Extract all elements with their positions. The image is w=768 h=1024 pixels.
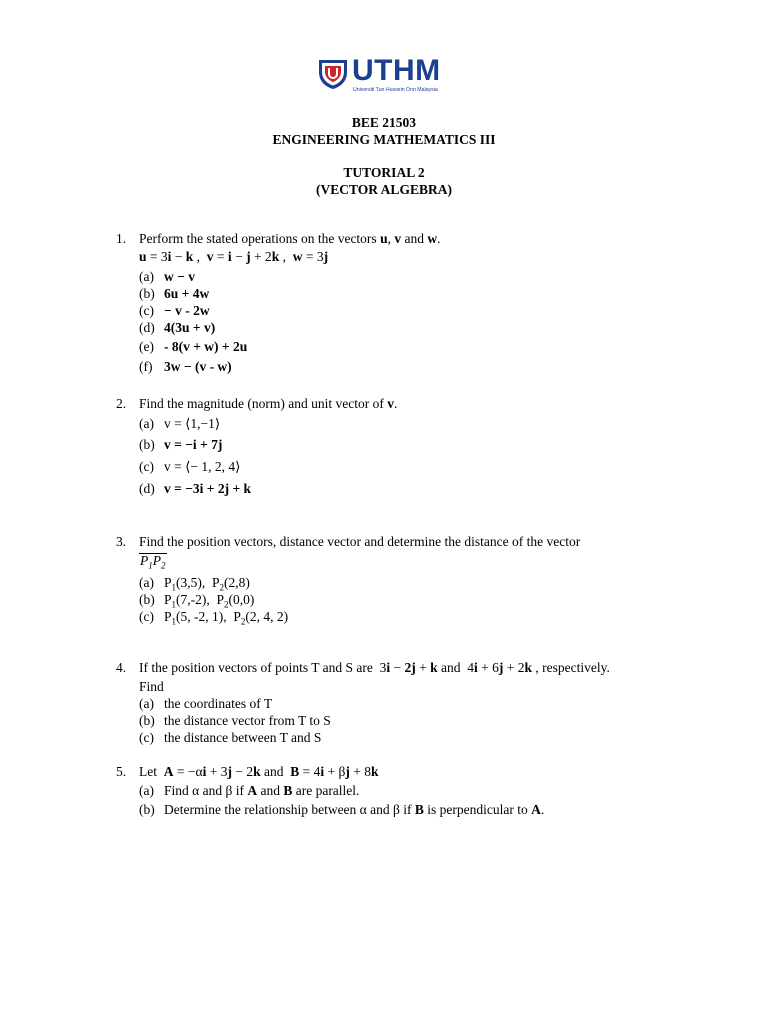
q1-item-c: (c) − v - 2w [139, 303, 210, 318]
q1-item-f: (f) 3w − (v - w) [139, 359, 232, 374]
q1-item-d: (d) 4(3u + v) [139, 320, 216, 335]
q3-item-a: (a) $P_1(3,5)$, $P_2(2,8)$ [139, 575, 250, 593]
question-1-given: u = 3i − k , v = i − j + 2k , w = 3j [139, 249, 329, 264]
q2-item-a: (a) v = ⟨1,−1⟩ [139, 416, 221, 431]
logo-subtitle: Universiti Tun Hussein Onn Malaysia [353, 87, 438, 93]
q2-item-c: (c) v = ⟨− 1, 2, 4⟩ [139, 459, 241, 474]
question-number: 1. [116, 231, 127, 246]
question-text: Perform the stated operations on the vectors u, v and w. [139, 231, 441, 246]
q4-item-c: (c) the distance between T and S [139, 730, 322, 745]
q5-item-b: (b) Determine the relationship between α and β if B is perpendicular to A. [139, 802, 545, 817]
q5-item-a: (a) Find α and β if A and B are parallel. [139, 783, 360, 798]
q2-item-b: (b) v = −i + 7j [139, 437, 223, 452]
uthm-shield-icon [318, 58, 348, 90]
q3-item-b: (b) $P_1(7,-2)$, $P_2(0,0)$ [139, 592, 255, 610]
question-4-find: Find [139, 679, 164, 694]
q1-item-b: (b) 6u + 4w [139, 286, 210, 301]
tutorial-page: UTHM Universiti Tun Hussein Onn Malaysia BEE 21503 ENGINEERING MATHEMATICS III TUTORIAL 2 (VECTOR ALGEBRA) 1. Perform the stated operations on the vectors u, v and w. u = 3i − k , v = i − j + 2k , w = 3j (a) w − v (b) 6u + 4w (c) − v - 2w (d) 4(3u + v) (e) - 8(v + w) + 2u (f) 3w − (v - w) 2. Find the magnitude (norm) and unit vector of v. (a) v = ⟨1,−1⟩ (b) v = −i + 7j (c) v = ⟨− 1, 2, 4⟩ (d) v = −3i + 2j + k 3. Find the position vectors, distance vector and determine the distance of the vector $P_1P_2$ (a) $P_1(3,5)$, $P_2(2,8)$ (b) $P_1(7,-2)$, $P_2(0,0)$ (c) $P_1(5$, -2, 1), $P_2(2$, 4, 2) 4. If the position vectors of points T and S are 3i − 2j + k and 4i + 6j + 2k , respectively. Find (a) the coordinates of T (b) the distance vector from T to S (c) the distance between T and S 5. Let A = −αi + 3j − 2k and B = 4i + βj + 8k (a) Find α and β if A and B are parallel. (b) Determine the relationship between α and β if B is perpendicular to A. [0, 0, 768, 1024]
uthm-logo [318, 56, 454, 100]
tutorial-topic: (VECTOR ALGEBRA) [316, 182, 452, 197]
course-code: BEE 21503 [351, 115, 417, 130]
q4-item-b: (b) the distance vector from T to S [139, 713, 331, 728]
q3-item-c: (c) $P_1(5$, -2, 1), $P_2(2$, 4, 2) [139, 609, 289, 627]
q1-item-a: (a) w − v [139, 269, 195, 284]
q4-item-a: (a) the coordinates of T [139, 696, 273, 711]
logo-brand-text: UTHM [352, 54, 441, 87]
q1-item-e: (e) - 8(v + w) + 2u [139, 339, 248, 354]
vector-label-p1p2: $P_1P_2$ [140, 553, 166, 571]
tutorial-title: TUTORIAL 2 [343, 165, 425, 180]
course-name: ENGINEERING MATHEMATICS III [272, 132, 496, 147]
q2-item-d: (d) v = −3i + 2j + k [139, 481, 252, 496]
